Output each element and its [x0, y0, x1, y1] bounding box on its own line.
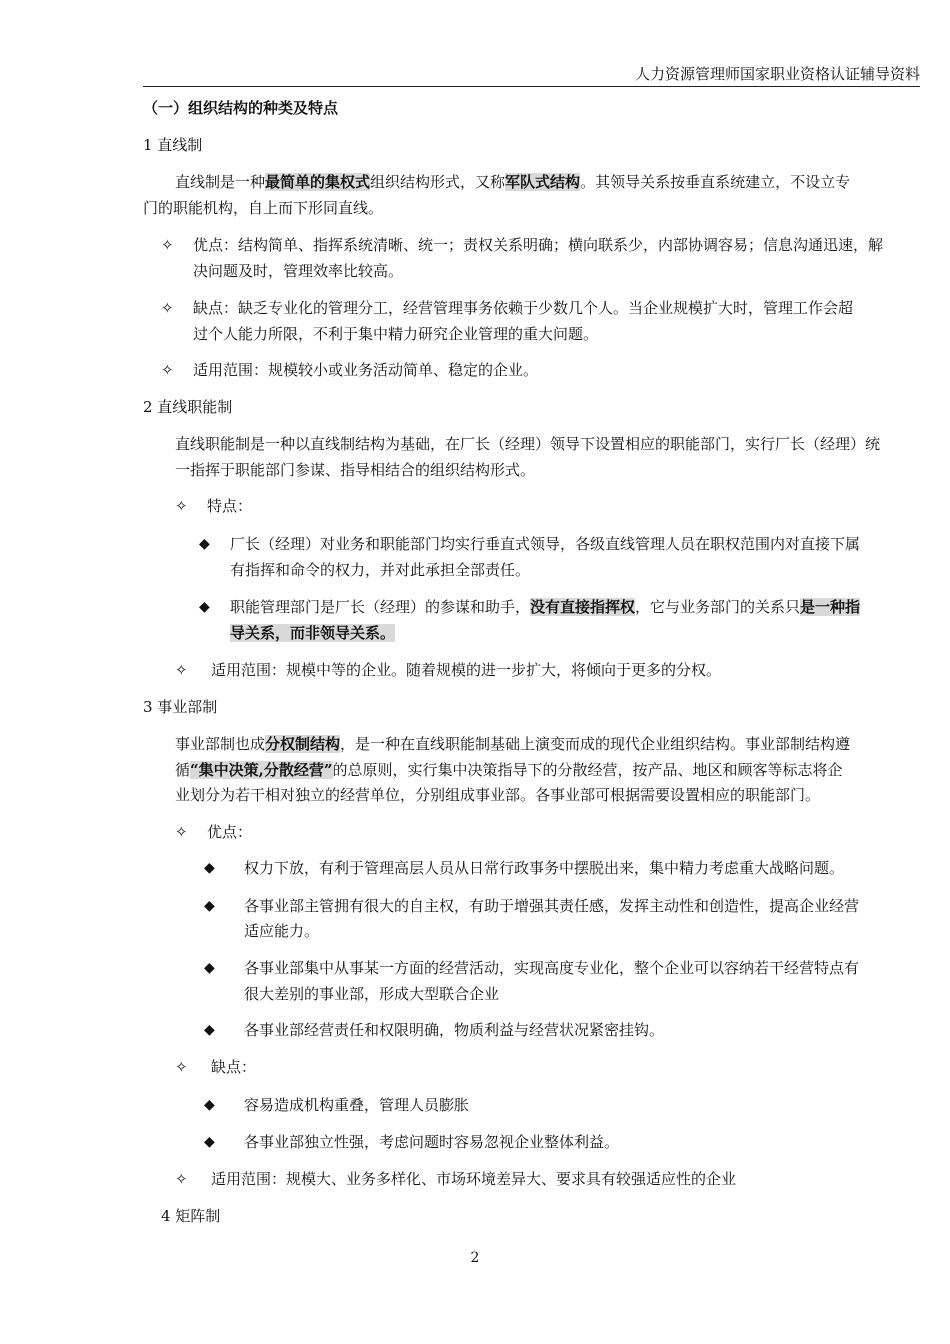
- s2-features-label: 特点：: [207, 497, 253, 515]
- diamond-bullet-icon: ◆: [204, 1134, 215, 1150]
- s3-advantages-label: 优点：: [207, 823, 253, 841]
- heading-1: 1 直线制: [143, 136, 203, 154]
- heading-4: 4 矩阵制: [161, 1207, 221, 1225]
- s2-feature-2-line-2: 导关系，而非领导关系。: [230, 624, 396, 642]
- header-title: 人力资源管理师国家职业资格认证辅导资料: [634, 65, 920, 83]
- section-title: （一）组织结构的种类及特点: [143, 99, 339, 117]
- s2-paragraph-line-2: 一指挥于职能部门参谋、指导相结合的组织结构形式。: [175, 461, 536, 479]
- star-bullet-icon: ✧: [161, 299, 174, 317]
- s2-paragraph-line-1: 直线职能制是一种以直线制结构为基础，在厂长（经理）领导下设置相应的职能部门，实行厂长（经理）统: [175, 435, 881, 453]
- diamond-bullet-icon: ◆: [204, 860, 215, 876]
- s1-paragraph-line-2: 门的职能机构，自上而下形同直线。: [143, 199, 384, 217]
- star-bullet-icon: ✧: [161, 361, 174, 379]
- diamond-bullet-icon: ◆: [204, 898, 215, 914]
- diamond-bullet-icon: ◆: [199, 599, 210, 615]
- star-bullet-icon: ✧: [161, 236, 174, 254]
- s3-paragraph-line-1: 事业部制也成分权制结构，是一种在直线职能制基础上演变而成的现代企业组织结构。事业部制结构遵: [175, 735, 851, 753]
- s3-advantage-3-line-1: 各事业部集中从事某一方面的经营活动，实现高度专业化，整个企业可以容纳若干经营特点有: [244, 959, 860, 977]
- s3-advantage-3-line-2: 很大差别的事业部，形成大型联合企业: [244, 985, 500, 1003]
- diamond-bullet-icon: ◆: [204, 1022, 215, 1038]
- star-bullet-icon: ✧: [175, 1058, 188, 1076]
- star-bullet-icon: ✧: [175, 1170, 188, 1188]
- s3-scope: 适用范围：规模大、业务多样化、市场环境差异大、要求具有较强适应性的企业: [211, 1170, 737, 1188]
- s3-advantage-1: 权力下放，有利于管理高层人员从日常行政事务中摆脱出来，集中精力考虑重大战略问题。: [244, 859, 845, 877]
- page-header: [143, 64, 920, 87]
- s3-advantage-2-line-2: 适应能力。: [244, 922, 320, 940]
- s3-paragraph-line-3: 业划分为若干相对独立的经营单位，分别组成事业部。各事业部可根据需要设置相应的职能部门。: [175, 786, 821, 804]
- star-bullet-icon: ✧: [175, 823, 188, 841]
- s3-advantage-2-line-1: 各事业部主管拥有很大的自主权，有助于增强其责任感，发挥主动性和创造性，提高企业经营: [244, 897, 860, 915]
- star-bullet-icon: ✧: [175, 497, 188, 515]
- heading-3: 3 事业部制: [143, 698, 218, 716]
- s2-feature-2-line-1: 职能管理部门是厂长（经理）的参谋和助手，没有直接指挥权，它与业务部门的关系只是一种指: [230, 598, 861, 616]
- page-number: 2: [470, 1250, 480, 1266]
- diamond-bullet-icon: ◆: [204, 1097, 215, 1113]
- s2-feature-1-line-2: 有指挥和命令的权力，并对此承担全部责任。: [230, 561, 531, 579]
- s1-paragraph-line-1: 直线制是一种最简单的集权式组织结构形式，又称军队式结构。其领导关系按垂直系统建立，不设立专: [175, 173, 851, 191]
- s3-paragraph-line-2: 循“集中决策,分散经营”的总原则，实行集中决策指导下的分散经营，按产品、地区和顾客等标志将企: [175, 761, 843, 779]
- s3-disadvantage-1: 容易造成机构重叠，管理人员膨胀: [244, 1096, 470, 1114]
- s3-disadvantage-2: 各事业部独立性强，考虑问题时容易忽视企业整体利益。: [244, 1133, 620, 1151]
- s1-advantages-line-2: 决问题及时，管理效率比较高。: [193, 262, 404, 280]
- s2-feature-1-line-1: 厂长（经理）对业务和职能部门均实行垂直式领导，各级直线管理人员在职权范围内对直接下属: [230, 535, 861, 553]
- diamond-bullet-icon: ◆: [204, 960, 215, 976]
- s2-scope: 适用范围：规模中等的企业。随着规模的进一步扩大，将倾向于更多的分权。: [211, 661, 722, 679]
- s1-disadvantages-line-2: 过个人能力所限，不利于集中精力研究企业管理的重大问题。: [193, 325, 599, 343]
- heading-2: 2 直线职能制: [143, 398, 233, 416]
- diamond-bullet-icon: ◆: [199, 536, 210, 552]
- s3-disadvantages-label: 缺点：: [211, 1058, 257, 1076]
- star-bullet-icon: ✧: [175, 661, 188, 679]
- s1-advantages-line-1: 优点：结构简单、指挥系统清晰、统一；责权关系明确；横向联系少，内部协调容易；信息沟通迅速，解: [193, 236, 884, 254]
- s1-scope: 适用范围：规模较小或业务活动简单、稳定的企业。: [193, 361, 539, 379]
- s1-disadvantages-line-1: 缺点：缺乏专业化的管理分工，经营管理事务依赖于少数几个人。当企业规模扩大时，管理工作会超: [193, 299, 854, 317]
- s3-advantage-4: 各事业部经营责任和权限明确，物质利益与经营状况紧密挂钩。: [244, 1021, 665, 1039]
